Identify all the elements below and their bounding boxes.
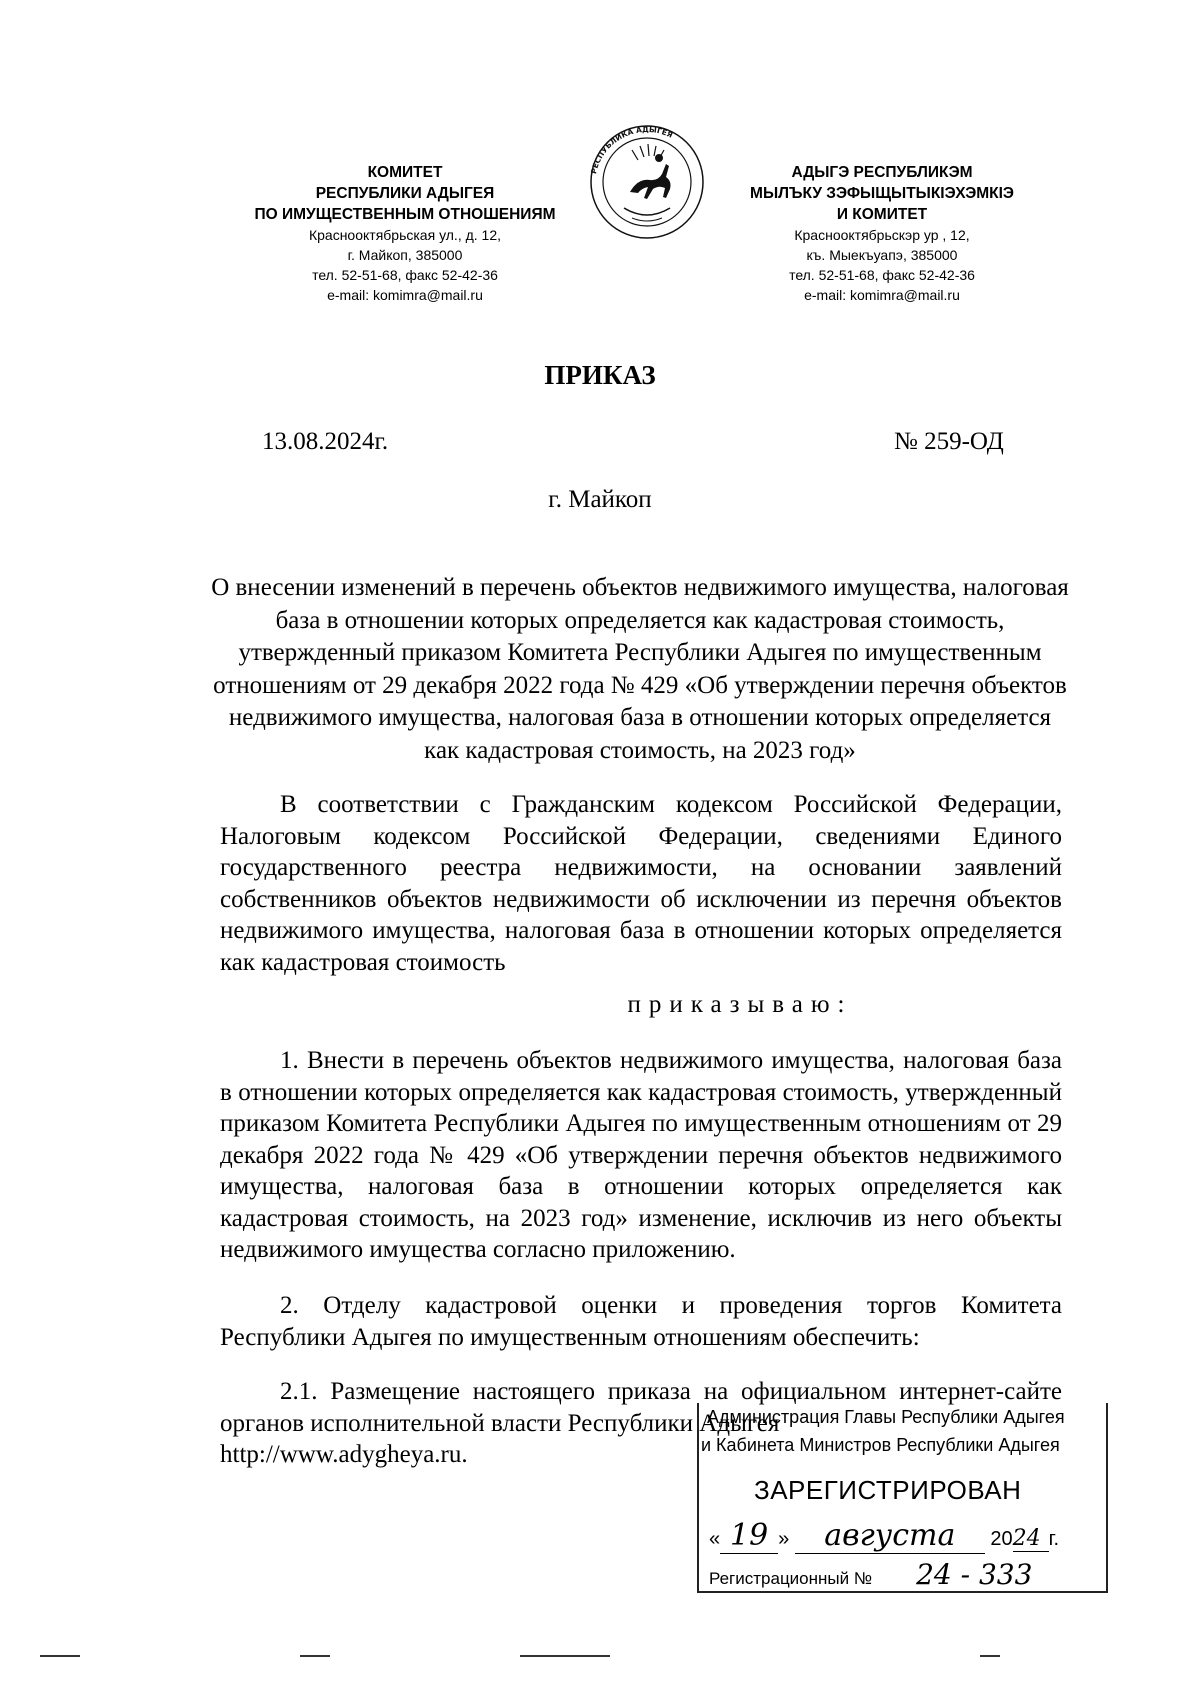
scan-artifact (980, 1655, 1000, 1657)
order-item-2-1-text: 2.1. Размещение настоящего приказа на официальном интернет-сайте органов исполнительной власти Республики Адыгея (220, 1378, 1062, 1437)
header-right-line3: И КОМИТЕТ (836, 206, 928, 223)
header-left-line1: КОМИТЕТ (367, 164, 443, 181)
header-left-email: e-mail: komimra@mail.ru (327, 287, 483, 303)
header-right-email: e-mail: komimra@mail.ru (804, 287, 960, 303)
header-right-address2: къ. Мыекъуапэ, 385000 (806, 247, 958, 263)
document-title: ПРИКАЗ (544, 360, 656, 390)
registration-stamp (697, 1403, 1108, 1593)
header-right-address1: Краснооктябрьскэр ур , 12, (794, 227, 970, 243)
scan-artifact (520, 1655, 610, 1657)
header-right-phone: тел. 52-51-68, факс 52-42-36 (789, 267, 975, 283)
coat-of-arms-emblem-icon (572, 122, 722, 240)
stamp-year-prefix: 20 (990, 1528, 1013, 1550)
stamp-year-suffix: 24 (1012, 1526, 1041, 1551)
scan-artifact (300, 1655, 330, 1657)
stamp-year-unit: г. (1048, 1528, 1060, 1550)
document-number: № 259-ОД (894, 428, 1004, 455)
stamp-org-line2: и Кабинета Министров Республики Адыгея (701, 1435, 1060, 1455)
stamp-org-line1: Администрация Главы Республики Адыгея (707, 1407, 1065, 1427)
document-date: 13.08.2024г. (262, 428, 389, 455)
document-subject: О внесении изменений в перечень объектов недвижимого имущества, налоговая база в отношении которых определяется как кадастровая стоимость, утвержденный приказом Комитета Республики Адыгея по имущественным отношениям от 29 декабря 2022 года № 429 «Об утверждении перечня объектов недвижимого имущества, налоговая база в отношении которых определяется как кадастровая стоимость, на 2023 год» (211, 574, 1069, 764)
order-item-2-1-url: http://www.adygheya.ru. (220, 1441, 468, 1468)
document-preamble: В соответствии с Гражданским кодексом Российской Федерации, Налоговым кодексом Российской Федерации, сведениями Единого государственного реестра недвижимости, на основании заявлений собственников объектов недвижимости об исключении из перечня объектов недвижимого имущества, налоговая база в отношении которых определяется как кадастровая стоимость (220, 791, 1062, 976)
header-left (205, 162, 605, 305)
emblem-ring-text: РЕСПУБЛИКА АДЫГЕЯ (589, 124, 675, 175)
stamp-month: августа (824, 1518, 956, 1553)
document-city: г. Майкоп (548, 486, 652, 513)
stamp-day: 19 (730, 1518, 769, 1553)
stamp-reg-value: 24 - 333 (916, 1558, 1033, 1591)
header-right-line1: АДЫГЭ РЕСПУБЛИКЭМ (791, 164, 973, 181)
header-left-phone: тел. 52-51-68, факс 52-42-36 (312, 267, 498, 283)
stamp-reg-number (709, 1558, 1032, 1591)
scan-artifact (40, 1655, 80, 1657)
header-left-line3: ПО ИМУЩЕСТВЕННЫМ ОТНОШЕНИЯМ (254, 206, 556, 223)
stamp-reg-label: Регистрационный № (709, 1569, 873, 1588)
header-right-line2: МЫЛЪКУ ЗЭФЫЩЫТЫКIЭХЭМКIЭ (750, 185, 1014, 202)
order-item-2: 2. Отделу кадастровой оценки и проведения торгов Комитета Республики Адыгея по имущественным отношениям обеспечить: (220, 1292, 1062, 1351)
header-left-address1: Краснооктябрьская ул., д. 12, (308, 227, 502, 243)
header-left-address2: г. Майкоп, 385000 (347, 247, 463, 263)
header-left-line2: РЕСПУБЛИКИ АДЫГЕЯ (315, 185, 495, 202)
svg-text:РЕСПУБЛИКА АДЫГЕЯ (589, 125, 674, 175)
stamp-status: ЗАРЕГИСТРИРОВАН (754, 1475, 1022, 1505)
header-right (722, 162, 1042, 305)
stamp-date: « 19 » августа 2024 г. (709, 1518, 1060, 1553)
order-item-1: 1. Внести в перечень объектов недвижимого имущества, налоговая база в отношении которых определяется как кадастровая стоимость, утвержденный приказом Комитета Республики Адыгея по имущественным отношениям от 29 декабря 2022 года № 429 «Об утверждении перечня объектов недвижимого имущества, налоговая база в отношении которых определяется как кадастровая стоимость, на 2023 год» изменение, исключив из него объекты недвижимого имущества согласно приложению. (220, 1047, 1062, 1263)
order-word: приказываю: (627, 991, 853, 1018)
